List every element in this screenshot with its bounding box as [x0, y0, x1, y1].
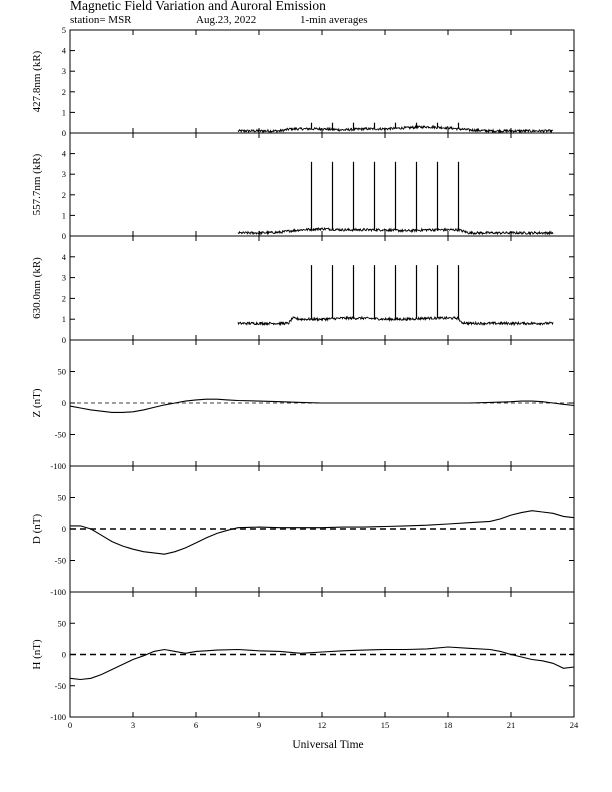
y-tick-label: 5 [61, 25, 66, 35]
y-tick-label: 4 [61, 148, 66, 159]
y-tick-label: -50 [54, 429, 66, 440]
y-tick-label: -100 [50, 587, 66, 597]
date-label: Aug.23, 2022 [196, 14, 257, 26]
y-tick-label: 4 [61, 45, 66, 56]
station-label: station= MSR [70, 14, 132, 26]
panel-frame [70, 236, 574, 340]
y-tick-label: 0 [61, 335, 66, 345]
panel-stack [31, 25, 579, 730]
y-tick-label: 2 [61, 86, 66, 97]
x-tick-label: 24 [569, 720, 579, 730]
figure-title: Magnetic Field Variation and Auroral Emission [70, 0, 326, 13]
y-tick-label: 0 [61, 128, 66, 138]
panel-frame [70, 133, 574, 236]
x-tick-label: 15 [380, 720, 390, 730]
y-tick-label: 1 [61, 314, 66, 325]
y-tick-label: -50 [54, 555, 66, 566]
y-tick-label: -100 [50, 712, 66, 722]
y-tick-label: 3 [61, 272, 66, 283]
panel-3 [31, 340, 574, 471]
series-line [70, 647, 574, 680]
y-tick-label: 3 [61, 66, 66, 77]
x-tick-label: 12 [317, 720, 327, 730]
series-line [70, 399, 574, 412]
y-tick-label: 1 [61, 210, 66, 221]
x-tick-label: 21 [506, 720, 516, 730]
y-axis-label: 427.8nm (kR) [31, 50, 43, 113]
panel-0 [31, 25, 574, 138]
x-tick-label: 18 [443, 720, 453, 730]
panel-5 [31, 592, 579, 730]
y-tick-label: -50 [54, 680, 66, 691]
y-tick-label: -100 [50, 461, 66, 471]
x-tick-label: 9 [256, 720, 262, 730]
y-axis-label: H (nT) [31, 639, 43, 670]
x-axis-label: Universal Time [292, 739, 364, 751]
y-tick-label: 4 [61, 251, 66, 262]
y-tick-label: 1 [61, 107, 66, 118]
y-tick-label: 0 [61, 231, 66, 241]
x-tick-label: 0 [67, 720, 73, 730]
y-axis-label: 630.0nm (kR) [31, 257, 43, 319]
panel-2 [31, 236, 574, 345]
y-tick-label: 0 [61, 649, 66, 660]
y-axis-label: D (nT) [31, 513, 43, 545]
panel-frame [70, 30, 574, 133]
y-tick-label: 2 [61, 189, 66, 200]
x-tick-label: 3 [130, 720, 136, 730]
series-line [70, 511, 574, 555]
y-tick-label: 2 [61, 293, 66, 304]
y-tick-label: 50 [57, 618, 66, 629]
y-tick-label: 50 [57, 492, 66, 503]
x-tick-label: 6 [193, 720, 199, 730]
y-tick-label: 0 [61, 398, 66, 408]
panel-1 [31, 133, 574, 241]
y-tick-label: 0 [61, 524, 66, 534]
y-tick-label: 50 [57, 366, 66, 377]
y-axis-label: Z (nT) [31, 388, 43, 418]
y-axis-label: 557.7nm (kR) [31, 153, 43, 216]
averaging-label: 1-min averages [300, 14, 368, 26]
y-tick-label: 3 [61, 169, 66, 180]
panel-4 [31, 466, 574, 597]
